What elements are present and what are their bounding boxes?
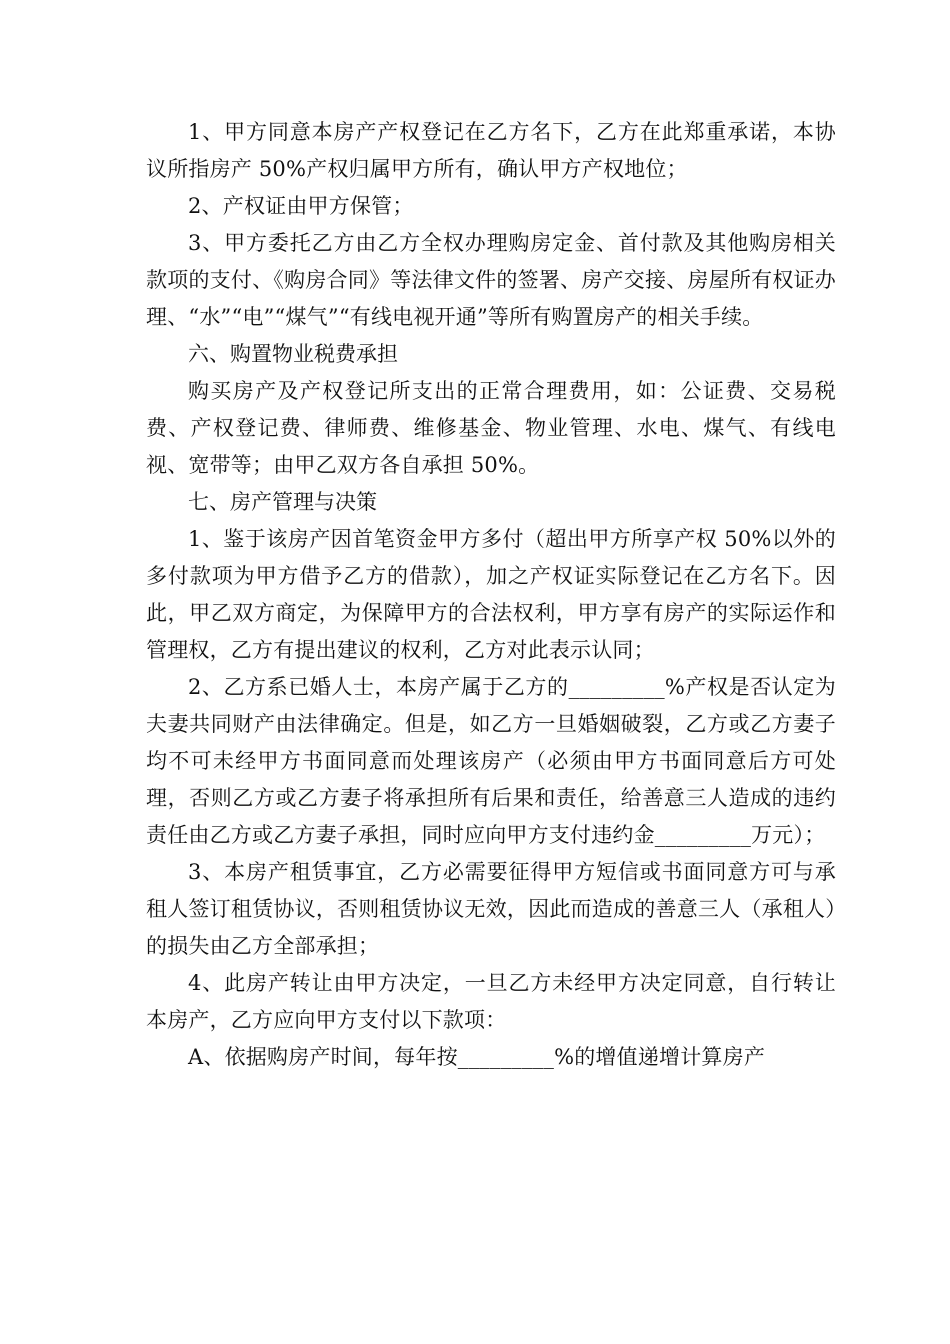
section-7-clause-3-paragraph: 3、本房产租赁事宜，乙方必需要征得甲方短信或书面同意方可与承租人签订租赁协议，否则租赁协议无效，因此而造成的善意三人（承租人）的损失由乙方全部承担； [146,860,836,958]
section-7-clause-2-paragraph: 2、乙方系已婚人士，本房产属于乙方的_________%产权是否认定为夫妻共同财产由法律确定。但是，如乙方一旦婚姻破裂，乙方或乙方妻子均不可未经甲方书面同意而处理该房产（必须由甲方书面同意后方可处理，否则乙方或乙方妻子将承担所有后果和责任，给善意三人造成的违约责任由乙方或乙方妻子承担，同时应向甲方支付违约金_________万元）； [146,675,836,847]
clause-1-paragraph: 1、甲方同意本房产产权登记在乙方名下，乙方在此郑重承诺，本协议所指房产 50%产权归属甲方所有，确认甲方产权地位； [146,120,836,181]
clause-3-paragraph: 3、甲方委托乙方由乙方全权办理购房定金、首付款及其他购房相关款项的支付、《购房合同》等法律文件的签署、房产交接、房屋所有权证办理、“水”“电”“煤气”“有线电视开通”等所有购置房产的相关手续。 [146,231,836,329]
section-6-heading: 六、购置物业税费承担 [188,342,398,366]
document-page [146,114,836,1076]
section-6-paragraph: 购买房产及产权登记所支出的正常合理费用，如：公证费、交易税费、产权登记费、律师费、维修基金、物业管理、水电、煤气、有线电视、宽带等；由甲乙双方各自承担 50%。 [146,379,836,477]
section-7-heading: 七、房产管理与决策 [188,490,377,514]
clause-2-paragraph: 2、产权证由甲方保管； [188,194,414,218]
section-7-clause-1-paragraph: 1、鉴于该房产因首笔资金甲方多付（超出甲方所享产权 50%以外的多付款项为甲方借予乙方的借款），加之产权证实际登记在乙方名下。因此，甲乙双方商定，为保障甲方的合法权利，甲方享有房产的实际运作和管理权，乙方有提出建议的权利，乙方对此表示认同； [146,527,836,662]
section-7-clause-4-paragraph: 4、此房产转让由甲方决定，一旦乙方未经甲方决定同意，自行转让本房产，乙方应向甲方支付以下款项： [146,971,836,1032]
section-7-clause-4a-paragraph: A、依据购房产时间，每年按_________%的增值递增计算房产 [188,1045,766,1069]
